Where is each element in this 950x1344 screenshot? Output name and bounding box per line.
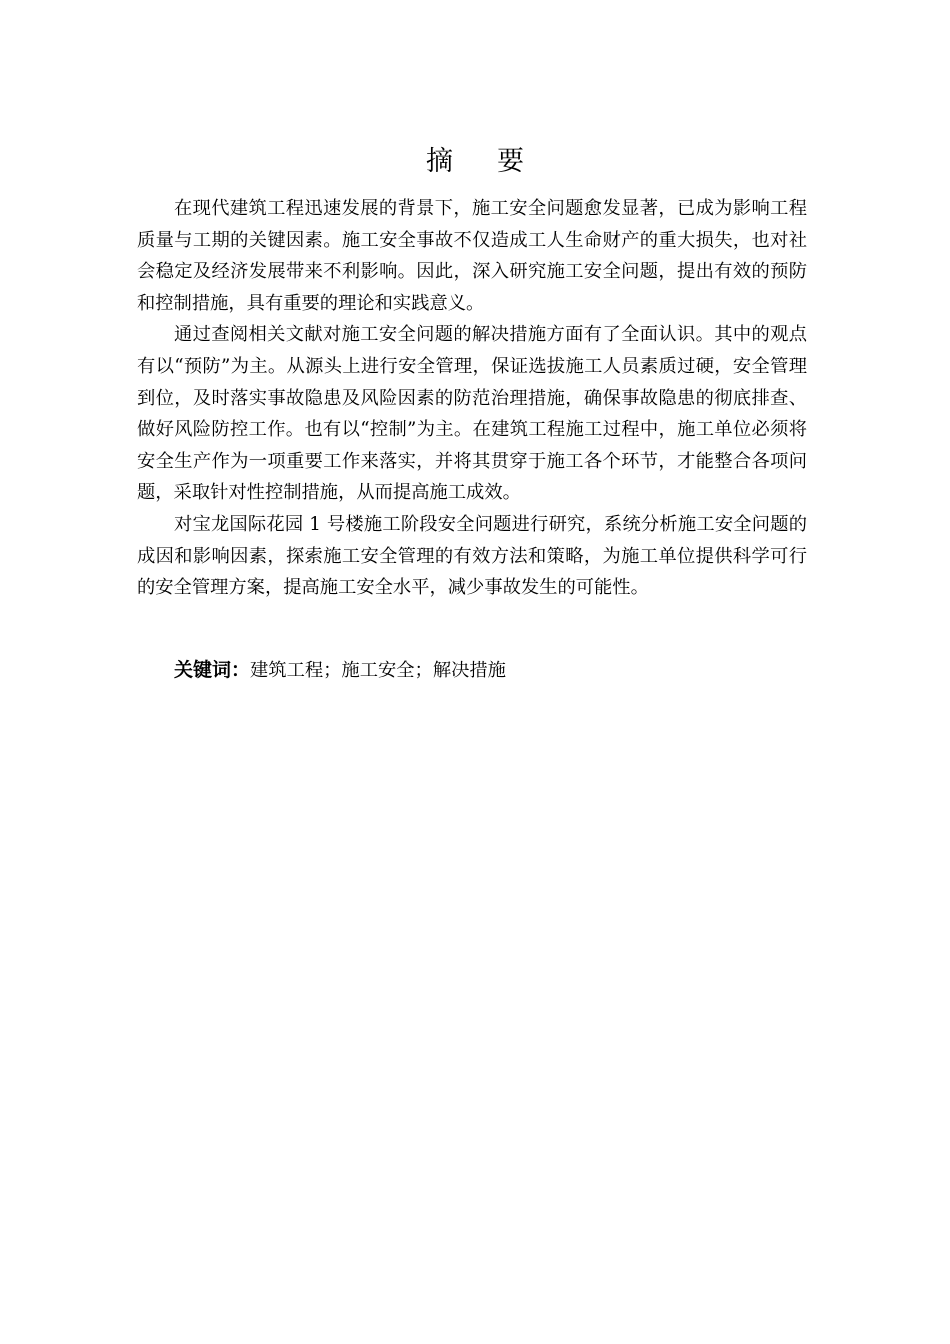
keywords-label: 关键词： <box>174 659 251 681</box>
abstract-title-part2: 要 <box>497 146 524 177</box>
abstract-paragraph-2: 通过查阅相关文献对施工安全问题的解决措施方面有了全面认识。其中的观点有以“预防”为主。从源头上进行安全管理，保证选拔施工人员素质过硬，安全管理到位，及时落实事故隐患及风险因素的防范治理措施，确保事故隐患的彻底排查、做好风险防控工作。也有以“控制”为主。在建筑工程施工过程中，施工单位必须将安全生产作为一项重要工作来落实，并将其贯穿于施工各个环节，才能整合各项问题，采取针对性控制措施，从而提高施工成效。 <box>137 324 807 504</box>
abstract-paragraph-3: 对宝龙国际花园 1 号楼施工阶段安全问题进行研究，系统分析施工安全问题的成因和影响因素，探索施工安全管理的有效方法和策略，为施工单位提供科学可行的安全管理方案，提高施工安全水平，减少事故发生的可能性。 <box>137 513 807 599</box>
keywords-line <box>174 654 814 687</box>
abstract-title <box>0 142 950 182</box>
abstract-paragraph-1: 在现代建筑工程迅速发展的背景下，施工安全问题愈发显著，已成为影响工程质量与工期的关键因素。施工安全事故不仅造成工人生命财产的重大损失，也对社会稳定及经济发展带来不利影响。因此，深入研究施工安全问题，提出有效的预防和控制措施，具有重要的理论和实践意义。 <box>137 198 807 314</box>
abstract-body <box>137 193 807 604</box>
keywords-text: 建筑工程；施工安全；解决措施 <box>250 660 506 681</box>
abstract-title-part1: 摘 <box>426 146 453 177</box>
